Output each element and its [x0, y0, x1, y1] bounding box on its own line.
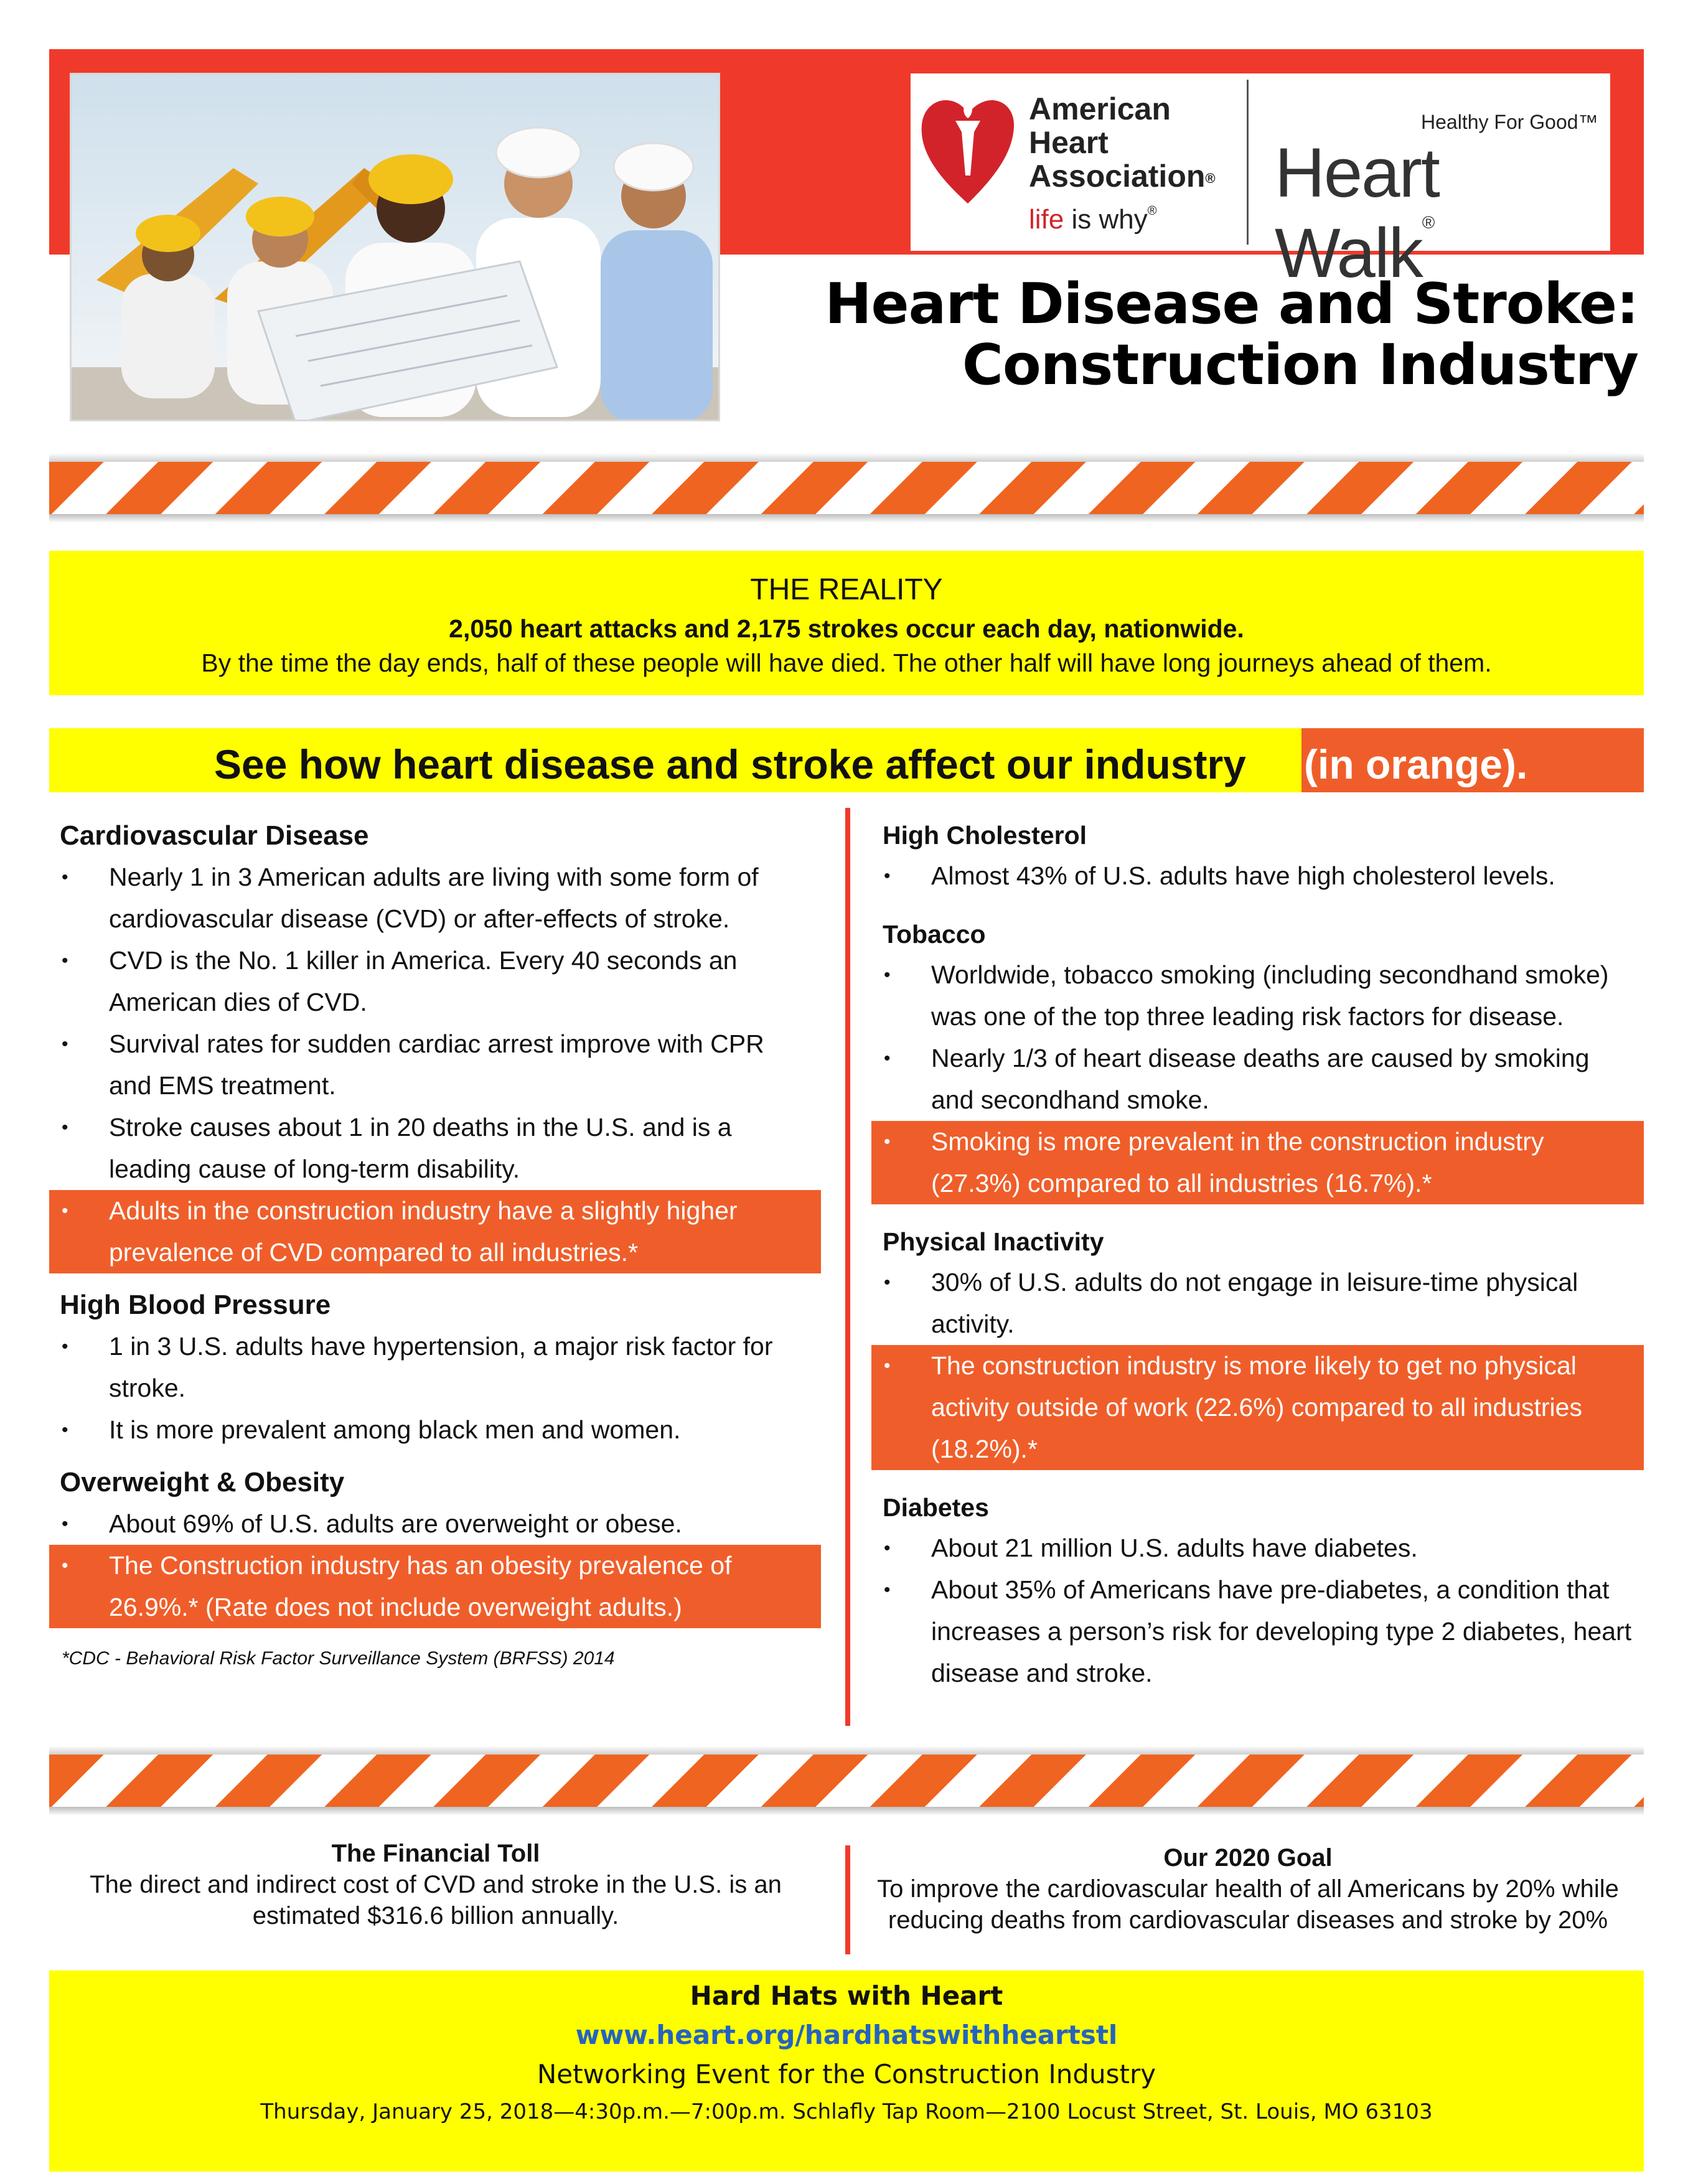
heart-walk-text: Heart Walk — [1275, 134, 1439, 292]
banner-text: See how heart disease and stroke affect our industry — [214, 741, 1246, 787]
item-text: Nearly 1 in 3 American adults are living with some form of cardiovascular disease (CVD) or after-effects of stroke. — [109, 863, 759, 933]
section-title: Cardiovascular Disease — [60, 820, 369, 851]
list-item — [49, 856, 821, 940]
list-item — [871, 954, 1644, 1038]
item-text: Nearly 1/3 of heart disease deaths are caused by smoking and secondhand smoke. — [931, 1044, 1590, 1114]
section-obesity — [49, 1462, 821, 1628]
bullet-icon: • — [884, 1538, 891, 1558]
heart-walk-reg-mark: ® — [1422, 213, 1434, 232]
highlighted-list-item — [871, 1121, 1644, 1204]
aha-name-line3: Association — [1029, 159, 1206, 194]
footnote: *CDC - Behavioral Risk Factor Surveillance System (BRFSS) 2014 — [62, 1648, 615, 1669]
list-item — [49, 1326, 821, 1409]
aha-name-line1: American — [1029, 91, 1171, 126]
section-title: High Cholesterol — [883, 821, 1087, 850]
bullet-icon: • — [62, 1514, 68, 1534]
aha-tagline — [1029, 204, 1156, 235]
section-blood-pressure — [49, 1285, 821, 1451]
bullet-icon: • — [884, 1132, 891, 1152]
bullet-icon: • — [62, 1336, 68, 1357]
item-text: Stroke causes about 1 in 20 deaths in the U.S. and is a leading cause of long-term disability. — [109, 1113, 732, 1183]
item-text: About 35% of Americans have pre-diabetes, a condition that increases a person’s risk for developing type 2 diabetes, heart disease and stroke. — [931, 1575, 1632, 1687]
bullet-icon: • — [62, 867, 68, 888]
financial-title: The Financial Toll — [331, 1840, 540, 1867]
right-column — [871, 815, 1644, 1694]
item-text: It is more prevalent among black men and women. — [109, 1415, 681, 1444]
item-text: 30% of U.S. adults do not engage in leisure-time physical activity. — [931, 1268, 1578, 1338]
highlighted-list-item — [49, 1545, 821, 1628]
page-title — [825, 271, 1638, 398]
list-item — [871, 1569, 1644, 1694]
tagline-reg-mark: ® — [1147, 204, 1157, 218]
list-item — [871, 1527, 1644, 1569]
item-text: CVD is the No. 1 killer in America. Every 40 seconds an American dies of CVD. — [109, 946, 738, 1016]
financial-body: The direct and indirect cost of CVD and stroke in the U.S. is an estimated $316.6 billion annually. — [90, 1871, 782, 1929]
reality-box — [49, 551, 1644, 695]
section-cholesterol — [871, 815, 1644, 897]
goal-title: Our 2020 Goal — [1163, 1844, 1333, 1872]
list-item — [49, 1409, 821, 1451]
bullet-icon: • — [62, 1034, 68, 1054]
list-item — [871, 1262, 1644, 1345]
item-text: The Construction industry has an obesity prevalence of 26.9%.* (Rate does not include overweight adults.) — [109, 1551, 732, 1621]
heart-walk-wordmark — [1275, 133, 1610, 293]
section-title: Physical Inactivity — [883, 1227, 1104, 1256]
goal-block — [865, 1842, 1631, 1936]
list-item — [49, 940, 821, 1023]
bullet-icon: • — [884, 965, 891, 985]
item-text: Almost 43% of U.S. adults have high cholesterol levels. — [931, 861, 1555, 890]
bullet-icon: • — [884, 1580, 891, 1600]
financial-toll-block — [62, 1838, 809, 1931]
bottom-divider — [845, 1845, 850, 1954]
aha-reg-mark: ® — [1205, 170, 1216, 186]
item-text: About 21 million U.S. adults have diabetes. — [931, 1534, 1418, 1562]
aha-name-line2: Heart — [1029, 125, 1109, 160]
item-text: About 69% of U.S. adults are overweight or obese. — [109, 1509, 682, 1538]
tagline-life: life — [1029, 204, 1064, 235]
aha-heart-torch-icon — [918, 82, 1018, 207]
bullet-icon: • — [62, 1555, 68, 1576]
section-diabetes — [871, 1488, 1644, 1694]
section-title: Diabetes — [883, 1493, 989, 1522]
tagline-rest: is why — [1064, 204, 1148, 235]
section-title: Overweight & Obesity — [60, 1467, 345, 1497]
title-line-1: Heart Disease and Stroke: — [825, 271, 1638, 337]
reality-stat: 2,050 heart attacks and 2,175 strokes occur each day, nationwide. — [449, 614, 1244, 643]
reality-heading: THE REALITY — [750, 573, 943, 606]
section-physical-inactivity — [871, 1222, 1644, 1470]
item-text: Worldwide, tobacco smoking (including secondhand smoke) was one of the top three leading risk factors for disease. — [931, 960, 1609, 1031]
section-title: High Blood Pressure — [60, 1290, 331, 1320]
bullet-icon: • — [62, 1420, 68, 1440]
highlighted-list-item — [871, 1345, 1644, 1470]
section-title: Tobacco — [883, 920, 986, 949]
list-item — [49, 1503, 821, 1545]
event-subtitle: Networking Event for the Construction Industry — [537, 2059, 1156, 2089]
healthy-for-good-label: Healthy For Good™ — [1421, 111, 1598, 133]
item-text: Smoking is more prevalent in the construction industry (27.3%) compared to all industries (16.7%).* — [931, 1127, 1544, 1197]
event-details: Thursday, January 25, 2018—4:30p.m.—7:00p.m. Schlafly Tap Room—2100 Locust Street, St. Louis, MO 63103 — [260, 2099, 1433, 2124]
banner-orange-box — [1301, 728, 1644, 792]
item-text: Adults in the construction industry have a slightly higher prevalence of CVD compared to all industries.* — [109, 1196, 738, 1267]
goal-body: To improve the cardiovascular health of all Americans by 20% while reducing deaths from cardiovascular diseases and stroke by 20% — [877, 1875, 1619, 1934]
bullet-icon: • — [884, 1356, 891, 1376]
item-text: 1 in 3 U.S. adults have hypertension, a major risk factor for stroke. — [109, 1332, 773, 1402]
construction-workers-photo — [70, 73, 720, 421]
item-text: Survival rates for sudden cardiac arrest improve with CPR and EMS treatment. — [109, 1029, 764, 1100]
logo-divider — [1247, 80, 1249, 245]
caution-stripe-bottom — [49, 1746, 1644, 1816]
logo-box — [911, 73, 1610, 292]
bullet-icon: • — [884, 1048, 891, 1069]
title-line-2: Construction Industry — [962, 332, 1638, 398]
aha-wordmark — [1029, 92, 1216, 195]
event-name: Hard Hats with Heart — [690, 1980, 1003, 2011]
bullet-icon: • — [884, 866, 891, 886]
list-item — [49, 1107, 821, 1190]
bullet-icon: • — [62, 1117, 68, 1138]
bullet-icon: • — [62, 950, 68, 971]
section-cardiovascular — [49, 815, 821, 1273]
industry-banner — [49, 728, 1644, 792]
column-divider — [845, 808, 850, 1726]
reality-subtext: By the time the day ends, half of these people will have died. The other half will have long journeys ahead of them. — [201, 649, 1492, 677]
caution-stripe-top — [49, 453, 1644, 523]
highlighted-list-item — [49, 1190, 821, 1273]
event-box — [49, 1971, 1644, 2172]
left-column — [49, 815, 821, 1669]
banner-orange-text: (in orange). — [1304, 741, 1528, 787]
section-tobacco — [871, 914, 1644, 1204]
bullet-icon: • — [884, 1272, 891, 1293]
event-url-link[interactable]: www.heart.org/hardhatswithheartstl — [575, 2020, 1118, 2050]
bullet-icon: • — [62, 1201, 68, 1221]
list-item — [871, 855, 1644, 897]
list-item — [49, 1023, 821, 1107]
list-item — [871, 1038, 1644, 1121]
item-text: The construction industry is more likely to get no physical activity outside of work (22.6%) compared to all industries (18.2%).* — [931, 1351, 1582, 1463]
